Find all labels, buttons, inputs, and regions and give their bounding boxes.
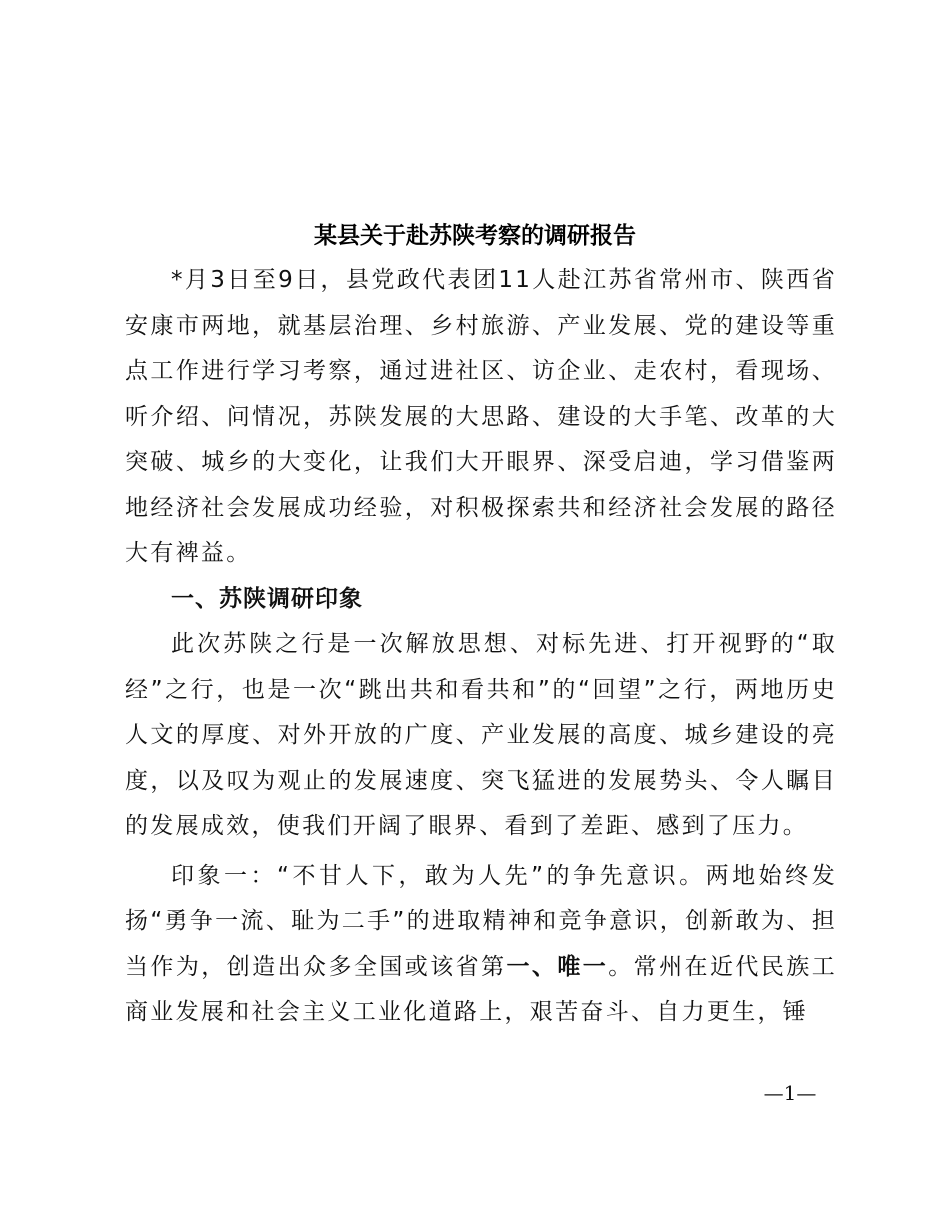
impression1-bold-text: 一、唯一 [506,953,609,980]
document-title: 某县关于赴苏陕考察的调研报告 [314,222,636,249]
impression1-text-b: 。常州在近代民族工商业发展和社会主义工业化道路上，艰苦奋斗、自力更生，锤 [125,953,837,1025]
section-heading-1: 一、苏陕调研印象 [171,585,363,612]
section1-paragraph: 此次苏陕之行是一次解放思想、对标先进、打开视野的“取经”之行，也是一次“跳出共和看共和”的“回望”之行，两地历史人文的厚度、对外开放的广度、产业发展的高度、城乡建设的亮度，以及叹为观止的发展速度、突飞猛进的发展势头、令人瞩目的发展成效，使我们开阔了眼界、看到了差距、感到了压力。 [125,631,837,839]
intro-paragraph: *月3日至9日，县党政代表团11人赴江苏省常州市、陕西省安康市两地，就基层治理、乡村旅游、产业发展、党的建设等重点工作进行学习考察，通过进社区、访企业、走农村，看现场、听介绍、问情况，苏陕发展的大思路、建设的大手笔、改革的大突破、城乡的大变化，让我们大开眼界、深受启迪，学习借鉴两地经济社会发展成功经验，对积极探索共和经济社会发展的路径大有裨益。 [125,267,837,566]
impression1-paragraph [125,854,837,1036]
impression1-text-a: 印象一：“不甘人下，敢为人先”的争先意识。两地始终发扬“勇争一流、耻为二手”的进取精神和竞争意识，创新敢为、担当作为，创造出众多全国或该省第 [125,862,837,980]
document-body [125,258,837,1036]
page-number: —1— [763,1081,817,1105]
